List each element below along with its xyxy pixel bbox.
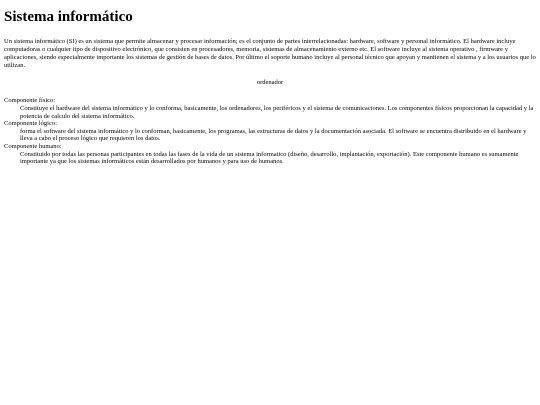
component-term-physical: Componente físico: (4, 97, 56, 105)
page-title: Sistema informático (4, 9, 133, 25)
document-page (0, 0, 540, 166)
component-term-human: Componente humano: (4, 142, 62, 150)
image-alt-text: ordenador (256, 79, 284, 87)
computer-image (257, 79, 283, 87)
components-list (4, 97, 536, 165)
figure (4, 79, 536, 87)
intro-paragraph: Un sistema informático (SI) es un sistema que permite almacenar y procesar información; es el conjunto de partes interrelacionadas: hardware, software y personal informático. El hardware incluye computadoras o cualquier tipo de dispositivo electrónico, que consisten en procesadores, memoria, sistemas de almacenamiento externo etc. El software incluye al sistema operativo , firmware y aplicaciones, siendo especialmente importante los sistemas de gestión de bases de datos. Por último el soporte humano incluye al personal técnico que apoyan y mantienen el sistema y a los usuarios que lo utilizan. (4, 38, 536, 70)
component-definition-physical: Constituye el hardware del sistema informático y lo conforma, basicamente, los ordenadores, los periféricos y el sistema de comunicaciones. Los componentes físicos proporcionan la capacidad y la potencia de calculo del sistema informático. (20, 104, 534, 120)
component-definition-logical: forma el software del sistema informático y lo conforman, basicamente, los programas, las estructuras de datos y la documentación asociada. El software se encuentra distribuido en el hardware y lleva a cabo el proceso lógico que requieren los datos. (20, 127, 527, 143)
component-definition-human: Constituido por todas las personas participantes en todas las fases de la vida de un sistema informatico (diseño, desarrollo, implantación, exportación). Este componente humano es sumamente importante ya que los sistemas informáticos están desarrollados por humanos y para uso de humanos. (20, 150, 519, 166)
component-term-logical: Componente lógico: (4, 120, 57, 128)
